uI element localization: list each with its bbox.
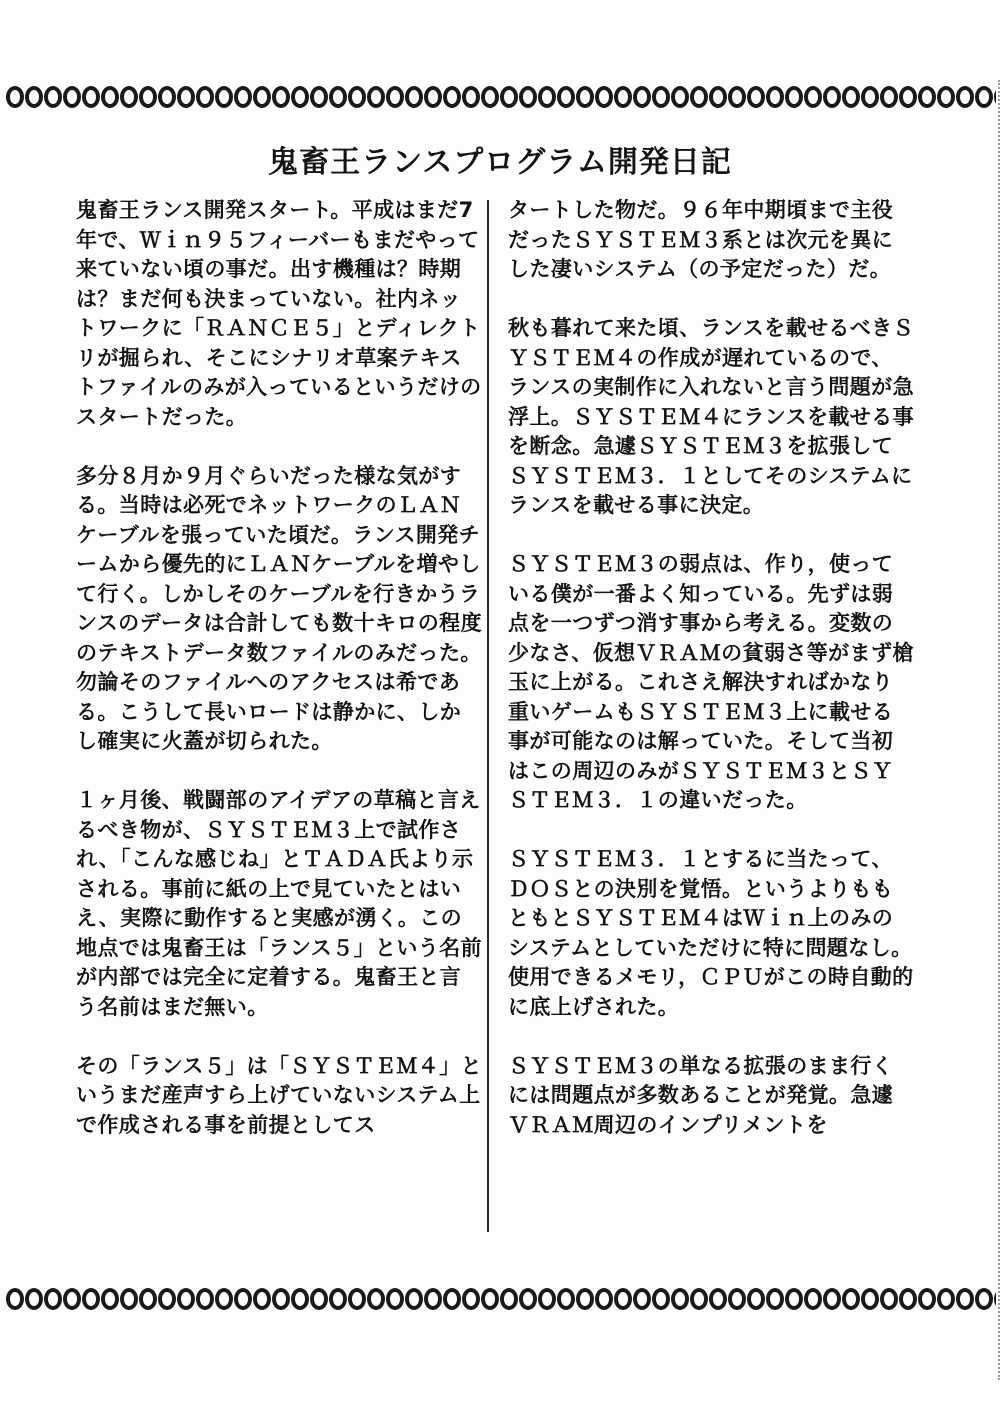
ring-ornament [728,1288,746,1310]
left-text-column [76,196,482,1170]
ring-ornament [994,1288,996,1310]
paragraph: ＳＹＳＴＥＭ３の弱点は、作り，使っている僕が一番よく知っている。先ずは弱点を一つずつ消す事から考える。変数の少なさ、仮想ＶＲＡＭの貧弱さ等がまず槍玉に上がる。これさえ解決すればかなり重いゲームもＳＹＳＴＥＭ３上に載せる事が可能なのは解っていた。そして当初はこの周辺のみがＳＹＳＴＥＭ３とＳＹＳＴＥＭ３．１の違いだった。 [508,552,914,812]
ring-ornament [975,1288,993,1310]
ring-ornament [120,1288,138,1310]
ring-ornament [690,1288,708,1310]
ring-ornament [633,1288,651,1310]
ring-ornament [82,86,100,108]
ring-ornament [272,1288,290,1310]
ring-ornament [253,86,271,108]
ring-ornament [557,86,575,108]
ring-ornament [348,86,366,108]
paragraph: ＳＹＳＴＥＭ３．１とするに当たって、ＤＯＳとの決別を覚悟。というよりももともとＳＹＳＴＥＭ４はＷｉｎ上のみのシステムとしていただけに特に問題なし。使用できるメモリ，ＣＰＵがこの時自動的に底上げされた。 [508,847,914,1019]
ring-ornament [994,86,996,108]
ring-ornament [519,86,537,108]
ring-ornament [329,1288,347,1310]
paragraph: その「ランス５」は「ＳＹＳＴＥＭ４」というまだ産声すら上げていないシステム上で作成される事を前提としてス [76,1053,482,1137]
ring-ornament [956,86,974,108]
ring-ornament [462,86,480,108]
ring-ornament [291,1288,309,1310]
ring-ornament [766,86,784,108]
paragraph: 秋も暮れて来た頃、ランスを載せるべきＳＹＳＴＥＭ４の作成が遅れているので、ランスの実制作に入れないと言う問題が急浮上。ＳＹＳＴＥＭ４にランスを載せる事を断念。急遽ＳＹＳＴＥＭ３を拡張してＳＹＳＴＥＭ３．１としてそのシステムにランスを載せる事に決定。 [508,316,914,517]
ring-ornament [424,86,442,108]
ring-ornament [576,1288,594,1310]
ring-ornament [348,1288,366,1310]
ring-ornament [272,86,290,108]
ring-ornament [861,86,879,108]
ring-ornament [82,1288,100,1310]
ring-ornament [386,86,404,108]
ring-ornament [63,86,81,108]
ring-ornament [481,1288,499,1310]
ring-ornament [861,1288,879,1310]
ring-ornament [196,1288,214,1310]
ring-ornament [500,86,518,108]
ring-ornament [785,86,803,108]
ring-ornament [139,1288,157,1310]
ring-ornament [975,86,993,108]
ring-ornament [842,86,860,108]
ring-ornament [880,86,898,108]
ring-ornament [25,86,43,108]
ring-ornament [633,86,651,108]
ring-ornament [956,1288,974,1310]
ring-ornament [329,86,347,108]
paragraph: ＳＹＳＴＥＭ３の単なる拡張のまま行くには問題点が多数あることが発覚。急遽ＶＲＡＭ周辺のインプリメントを [508,1053,894,1137]
ring-ornament [937,86,955,108]
ring-ornament [139,86,157,108]
ring-ornament [63,1288,81,1310]
ring-ornament [937,1288,955,1310]
ring-ornament [481,86,499,108]
ring-ornament [614,1288,632,1310]
ring-ornament [443,86,461,108]
ring-ornament [785,1288,803,1310]
ring-ornament [709,1288,727,1310]
ring-ornament [823,1288,841,1310]
ring-ornament [918,86,936,108]
ring-ornament [101,1288,119,1310]
ring-ornament [899,1288,917,1310]
ring-ornament [899,86,917,108]
page-edge [992,80,1000,1380]
ring-ornament [424,1288,442,1310]
ring-ornament [253,1288,271,1310]
bottom-ring-border [6,1288,996,1320]
ring-ornament [310,1288,328,1310]
ring-ornament [842,1288,860,1310]
ring-ornament [652,1288,670,1310]
ring-ornament [215,86,233,108]
ring-ornament [177,86,195,108]
ring-ornament [804,1288,822,1310]
ring-ornament [595,1288,613,1310]
page-title: 鬼畜王ランスプログラム開発日記 [268,145,732,180]
ring-ornament [728,86,746,108]
ring-ornament [367,1288,385,1310]
paragraph: １ヶ月後、戦闘部のアイデアの草稿と言えるべき物が、ＳＹＳＴＥＭ３上で試作され、「こんな感じね」とＴＡＤＡ氏より示される。事前に紙の上で見ていたとはいえ、実際に動作すると実感が湧く。この地点では鬼畜王は「ランス５」という名前が内部では完全に定着する。鬼畜王と言う名前はまだ無い。 [76,788,482,1019]
ring-ornament [44,1288,62,1310]
ring-ornament [177,1288,195,1310]
ring-ornament [766,1288,784,1310]
paragraph: タートした物だ。９６年中期頃まで主役だったＳＹＳＴＥＭ３系とは次元を異にした凄いシステム（の予定だった）だ。 [508,198,894,281]
ring-ornament [101,86,119,108]
ring-ornament [443,1288,461,1310]
ring-ornament [25,1288,43,1310]
ring-ornament [291,86,309,108]
ring-ornament [918,1288,936,1310]
ring-ornament [158,86,176,108]
ring-ornament [652,86,670,108]
ring-ornament [576,86,594,108]
ring-ornament [215,1288,233,1310]
ring-ornament [747,86,765,108]
ring-ornament [690,86,708,108]
ring-ornament [804,86,822,108]
ring-ornament [6,86,24,108]
ring-ornament [709,86,727,108]
ring-ornament [234,86,252,108]
ring-ornament [196,86,214,108]
right-text-column [508,196,914,1170]
ring-ornament [538,86,556,108]
ring-ornament [671,86,689,108]
top-ring-border [6,86,996,118]
ring-ornament [367,86,385,108]
ring-ornament [747,1288,765,1310]
ring-ornament [120,86,138,108]
ring-ornament [557,1288,575,1310]
ring-ornament [823,86,841,108]
ring-ornament [462,1288,480,1310]
paragraph: 鬼畜王ランス開発スタート。平成はまだ7年で、Ｗｉｎ９５フィーバーもまだやって来ていない頃の事だ。出す機種は？時期は？まだ何も決まっていない。社内ネットワークに「ＲＡＮＣＥ５」とディレクトリが掘られ、そこにシナリオ草案テキストファイルのみが入っているというだけのスタートだった。 [76,198,482,429]
paragraph: 多分８月か９月ぐらいだった様な気がする。当時は必死でネットワークのＬＡＮケーブルを張っていた頃だ。ランス開発チームから優先的にＬＡＮケーブルを増やして行く。しかしそのケーブルを行きかうランスのデータは合計しても数十キロの程度のテキストデータ数ファイルのみだった。勿論そのファイルへのアクセスは希である。こうして長いロードは静かに、しかし確実に火蓋が切られた。 [76,463,482,753]
ring-ornament [234,1288,252,1310]
ring-ornament [158,1288,176,1310]
ring-ornament [595,86,613,108]
ring-ornament [880,1288,898,1310]
ring-ornament [6,1288,24,1310]
ring-ornament [519,1288,537,1310]
ring-ornament [405,86,423,108]
column-divider [487,200,489,1232]
ring-ornament [44,86,62,108]
ring-ornament [310,86,328,108]
ring-ornament [614,86,632,108]
ring-ornament [500,1288,518,1310]
ring-ornament [671,1288,689,1310]
ring-ornament [538,1288,556,1310]
ring-ornament [386,1288,404,1310]
ring-ornament [405,1288,423,1310]
